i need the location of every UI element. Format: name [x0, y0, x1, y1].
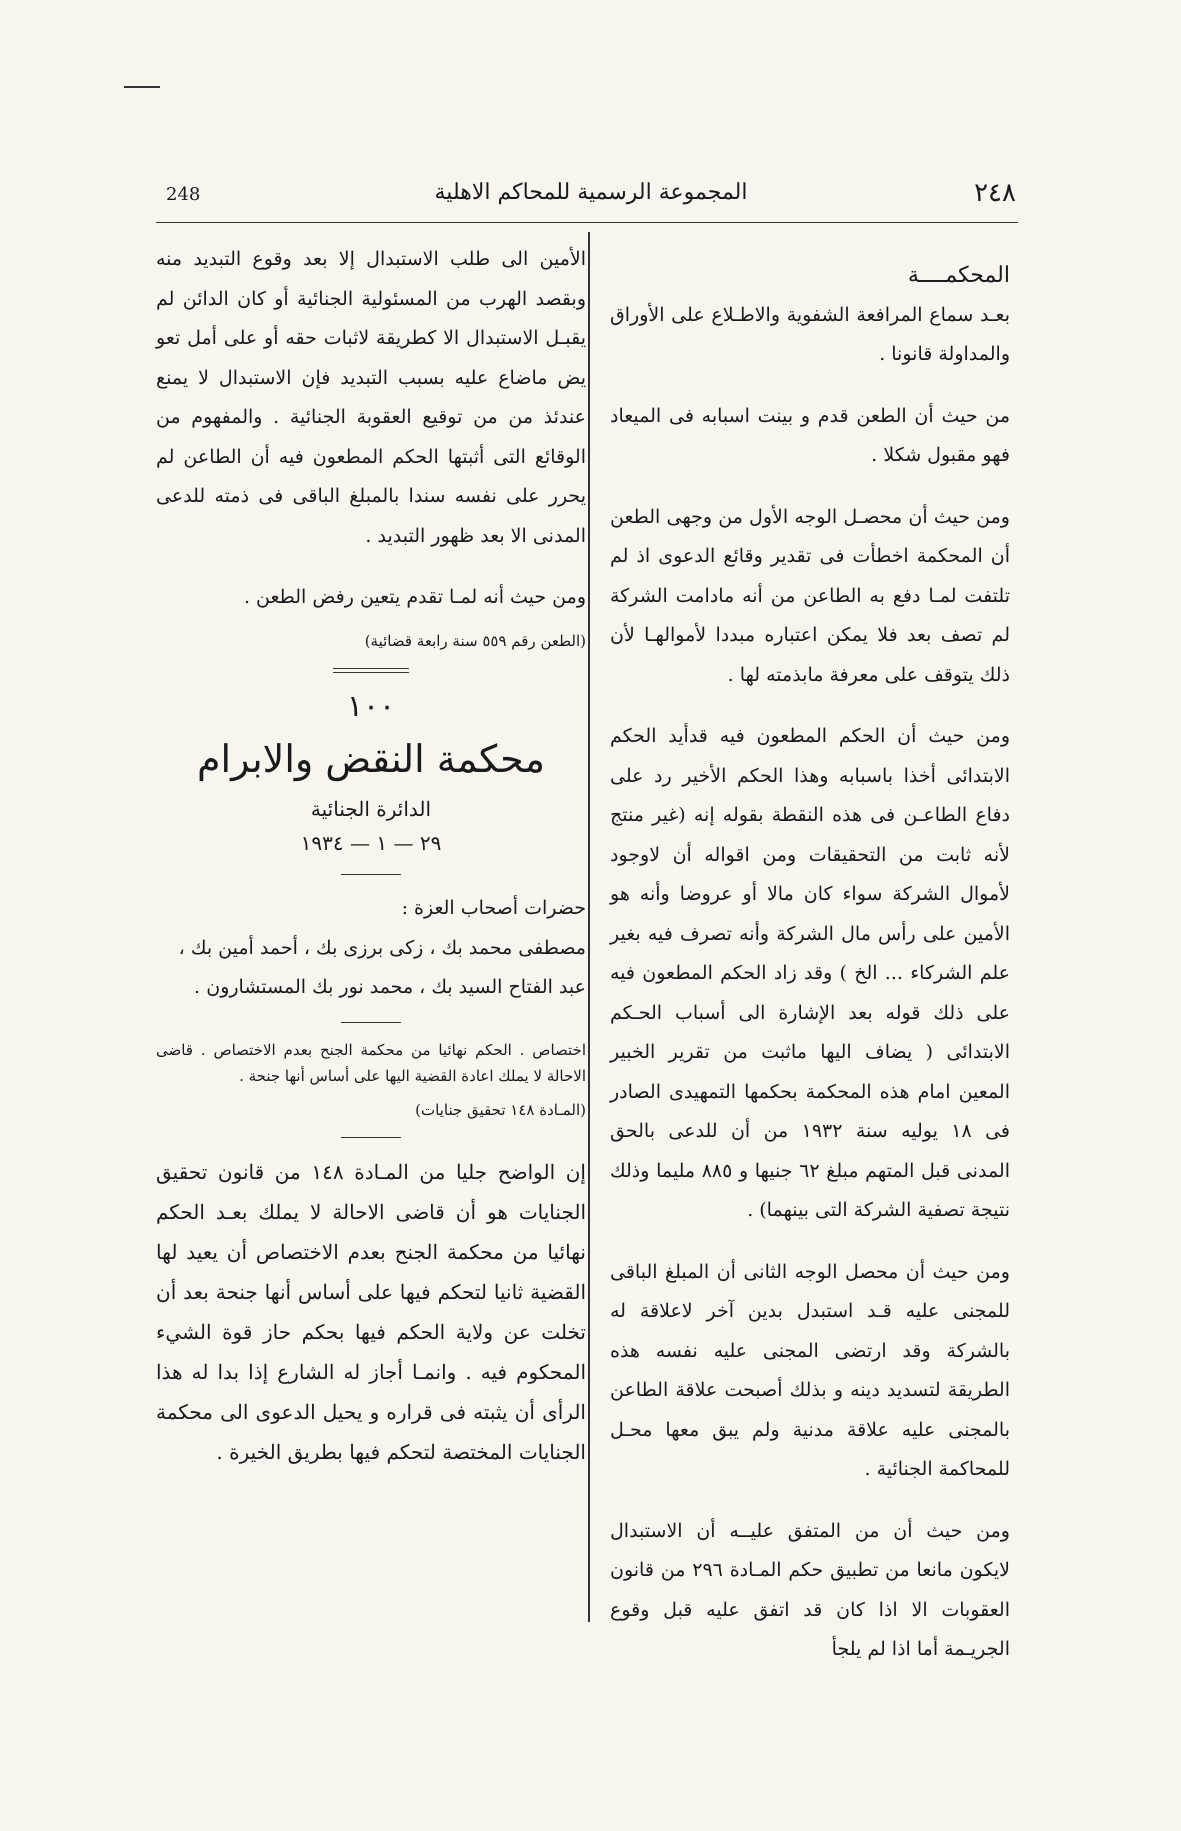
legal-principle: إن الواضح جليا من المـادة ١٤٨ من قانون تحقيق الجنايات هو أن قاضى الاحالة لا يملك بعـد الحكم نهائيا من محكمة الجنح بعدم الاختصاص أن يعيد لها القضية ثانيا لتحكم فيها على أساس أنها جنحة بعد أن تخلت عن ولاية الحكم فيها بحكم حاز قوة الشيء المحكوم فيه . وانمـا أجاز له الشارع إذا بدا له هذا الرأى أن يثبته فى قراره و يحيل الدعوى الى محكمة الجنايات المختصة لتحكم فيها بطريق الخيرة . — [156, 1159, 586, 1464]
page-number-arabic: ٢٤٨ — [974, 178, 1016, 208]
court-title: محكمة النقض والابرام — [197, 737, 545, 781]
circuit-name: الدائرة الجنائية — [310, 797, 432, 821]
judges-line: مصطفى محمد بك ، زكى برزى بك ، أحمد أمين بك ، — [178, 936, 586, 959]
divider — [341, 874, 401, 875]
page-header — [166, 178, 1016, 218]
judges-line: عبد الفتاح السيد بك ، محمد نور بك المستشارون . — [194, 976, 586, 998]
header-rule — [156, 222, 1018, 223]
case-citation: (الطعن رقم ٥٥٩ سنة رابعة قضائية) — [364, 631, 586, 650]
double-rule — [333, 668, 409, 673]
paragraph: ومن حيث أن من المتفق عليــه أن الاستبدال لايكون مانعا من تطبيق حكم المـادة ٢٩٦ من قانون العقوبات الا اذا كان قد اتفق عليه قبل وقوع الجريـمة أما اذا لم يلجأ — [610, 1519, 1010, 1660]
paragraph: من حيث أن الطعن قدم و بينت اسبابه فى الميعاد فهو مقبول شكلا . — [610, 404, 1010, 466]
column-separator — [588, 232, 590, 1622]
case-number: ١٠٠ — [346, 688, 396, 724]
attendance-intro: حضرات أصحاب العزة : — [401, 897, 586, 919]
divider — [341, 1022, 401, 1023]
left-column — [156, 240, 586, 1472]
article-reference: (المـادة ١٤٨ تحقيق جنايات) — [415, 1100, 586, 1119]
paragraph: بعـد سماع المرافعة الشفوية والاطـلاع على الأوراق والمداولة قانونا . — [610, 303, 1010, 365]
paragraph: ومن حيث أن محصـل الوجه الأول من وجهى الطعن أن المحكمة اخطأت فى تقدير وقائع الدعوى اذ لم تلتفت لمـا دفع به الطاعن من أنه مادامت الشركة لم تصف بعد فلا يمكن اعتباره مبددا لأموالهـا لأن ذلك يتوقف على معرفة مابذمته لها . — [610, 505, 1010, 686]
paragraph-conclusion: ومن حيث أنه لمـا تقدم يتعين رفض الطعن . — [243, 586, 586, 608]
right-column — [610, 256, 1010, 1670]
paragraph-continuation: الأمين الى طلب الاستبدال إلا بعد وقوع التبديد منه وبقصد الهرب من المسئولية الجنائية أو كان الدائن لم يقبـل الاستبدال الا كطريقة لاثبات حقه أو على أمل تعو يض ماضاع عليه بسبب التبديد فإن الاستبدال لا يمنع عندئذ من من توقيع العقوبة الجنائية . والمفهوم من الوقائع التى أثبتها الحكم المطعون فيه أن الطاعن لم يحرر على نفسه سندا بالمبلغ الباقى فى ذمته للدعى المدنى الا بعد ظهور التبديد . — [156, 248, 586, 547]
section-heading-court: المحكمــــة — [907, 263, 1010, 288]
paragraph: ومن حيث أن الحكم المطعون فيه قدأيد الحكم الابتدائى أخذا باسبابه وهذا الحكم الأخير رد على دفاع الطاعـن فى هذه النقطة بقوله إنه (غير منتج لأنه ثابت من التحقيقات ومن اقواله أن لاوجود لأموال الشركة سواء كان مالا أو عروضا وأنه هو الأمين على رأس مال الشركة وأنه تصرف فيه بغير علم الشركاء ... الخ ) وقد زاد الحكم المطعون فيه على ذلك قوله بعد الإشارة الى أسباب الحـكم الابتدائى ( يضاف اليها ماثبت من تقرير الخبير المعين امام هذه المحكمة بحكمها التمهيدى الصادر فى ١٨ يوليه سنة ١٩٣٢ من أن للدعى بالحق المدنى قبل المتهم مبلغ ٦٢ جنيها و ٨٨٥ مليما وذلك نتيجة تصفية الشركة التى بينهما) . — [610, 725, 1010, 1221]
margin-dash — [124, 86, 160, 88]
divider — [341, 1137, 401, 1138]
decision-date: ٢٩ — ١ — ١٩٣٤ — [300, 831, 442, 855]
case-summary: اختصاص . الحكم نهائيا من محكمة الجنح بعدم الاختصاص . قاضى الاحالة لا يملك اعادة القضية اليها على أساس أنها جنحة . — [156, 1040, 586, 1085]
journal-title: المجموعة الرسمية للمحاكم الاهلية — [434, 180, 748, 205]
paragraph: ومن حيث أن محصل الوجه الثانى أن المبلغ الباقى للمجنى عليه قـد استبدل بدين آخر لاعلاقة له بالشركة وقد ارتضى المجنى عليه نفسه هذه الطريقة لتسديد دينه و بذلك أصبحت علاقة الطاعن بالمجنى عليه علاقة مدنية ولم يبق معها محـل للمحاكمة الجنائية . — [610, 1260, 1010, 1480]
page-number-latin: 248 — [166, 184, 201, 205]
